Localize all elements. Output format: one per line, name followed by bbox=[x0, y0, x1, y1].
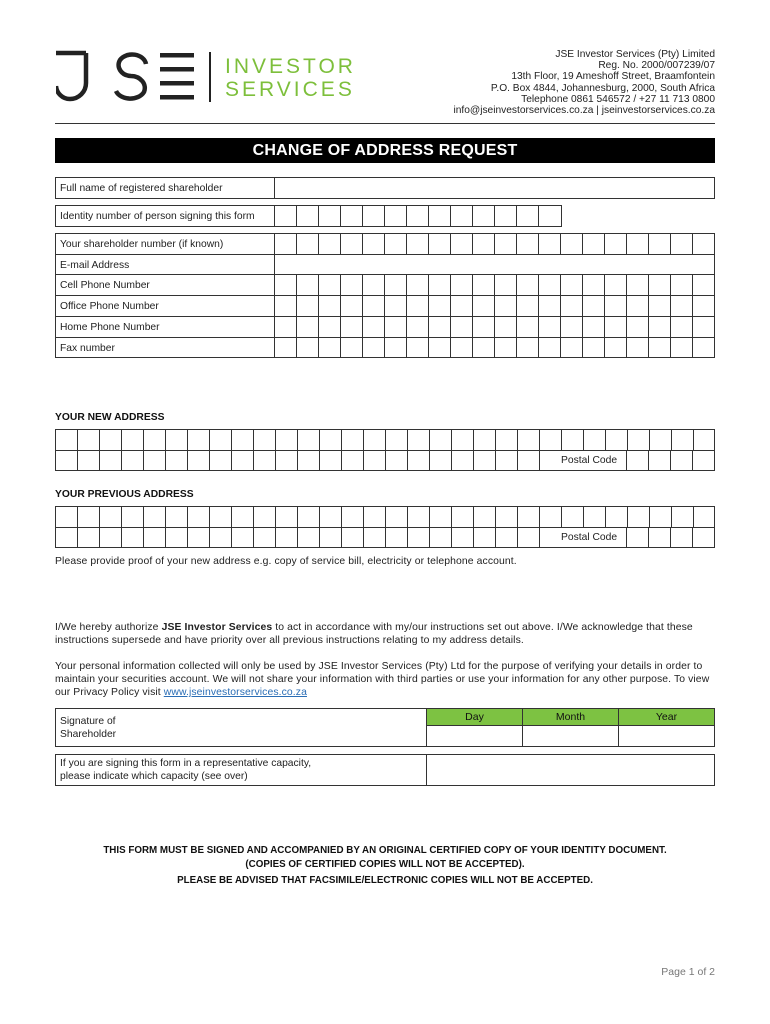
form-title: CHANGE OF ADDRESS REQUEST bbox=[55, 138, 715, 163]
authorize-suffix: to act in accordance with my/our instructions set out above. I/We acknowledge that these instructions supersede and have priority over all previous instructions relating to my address details. bbox=[55, 622, 693, 646]
full-name-label: Full name of registered shareholder bbox=[60, 183, 223, 194]
capacity-divider bbox=[426, 754, 427, 786]
new-postal-code-cells[interactable] bbox=[626, 450, 714, 471]
footer-note-1: THIS FORM MUST BE SIGNED AND ACCOMPANIED BY AN ORIGINAL CERTIFIED COPY OF YOUR IDENTITY DOCUMENT. bbox=[103, 845, 667, 856]
id-number-cells[interactable] bbox=[274, 205, 560, 227]
previous-postal-code-cells[interactable] bbox=[626, 527, 714, 548]
company-reg: Reg. No. 2000/007239/07 bbox=[598, 60, 715, 72]
previous-address-heading: YOUR PREVIOUS ADDRESS bbox=[55, 489, 194, 500]
privacy-paragraph bbox=[55, 660, 717, 699]
home-phone-label: Home Phone Number bbox=[60, 322, 160, 333]
privacy-policy-link[interactable]: www.jseinvestorservices.co.za bbox=[163, 687, 307, 698]
full-name-field[interactable] bbox=[275, 178, 714, 198]
year-field[interactable] bbox=[618, 725, 715, 747]
capacity-label-line2: please indicate which capacity (see over) bbox=[60, 771, 248, 782]
signature-label-line2: Shareholder bbox=[60, 729, 117, 740]
company-name: JSE Investor Services (Pty) Limited bbox=[555, 49, 715, 60]
month-field[interactable] bbox=[522, 725, 619, 747]
previous-address-line2-cells[interactable] bbox=[55, 527, 605, 548]
proof-note: Please provide proof of your new address e.g. copy of service bill, electricity or telephone account. bbox=[55, 556, 517, 567]
new-postal-code-label: Postal Code bbox=[561, 455, 618, 466]
home-phone-cells[interactable] bbox=[274, 317, 714, 337]
footer-note-2: (COPIES OF CERTIFIED COPIES WILL NOT BE ACCEPTED). bbox=[245, 859, 525, 870]
authorize-prefix: I/We hereby authorize bbox=[55, 622, 162, 633]
fax-label: Fax number bbox=[60, 343, 115, 354]
previous-address-line1-cells[interactable] bbox=[55, 506, 715, 527]
email-field[interactable] bbox=[276, 255, 714, 274]
office-phone-cells[interactable] bbox=[274, 296, 714, 316]
year-header: Year bbox=[618, 708, 715, 726]
authorization-paragraph bbox=[55, 621, 717, 647]
logo-word-services: SERVICES bbox=[225, 78, 355, 101]
page-number: Page 1 of 2 bbox=[661, 966, 715, 978]
logo-divider bbox=[209, 52, 211, 102]
company-contact: info@jseinvestorservices.co.za | jseinvestorservices.co.za bbox=[453, 105, 715, 117]
company-pobox: P.O. Box 4844, Johannesburg, 2000, South Africa bbox=[490, 82, 715, 94]
new-address-line2-cells[interactable] bbox=[55, 450, 605, 471]
jse-investor-services-logo bbox=[56, 50, 356, 106]
new-address-heading: YOUR NEW ADDRESS bbox=[55, 412, 165, 423]
day-field[interactable] bbox=[426, 725, 523, 747]
fax-cells[interactable] bbox=[274, 338, 714, 358]
company-telephone: Telephone 0861 546572 / +27 11 713 0800 bbox=[521, 93, 715, 105]
privacy-text: Your personal information collected will only be used by JSE Investor Services (Pty) Ltd for the purpose of verifying your details in order to maintain your securities account. We will not share your information with third parties or use your information for any other purpose. To view our Privacy Policy visit bbox=[55, 661, 710, 698]
signature-label-box bbox=[55, 708, 427, 747]
shareholder-number-cells[interactable] bbox=[274, 233, 714, 254]
header-rule bbox=[55, 123, 715, 124]
previous-postal-code-label: Postal Code bbox=[561, 532, 618, 543]
shareholder-number-label: Your shareholder number (if known) bbox=[60, 239, 224, 250]
footer-note-3: PLEASE BE ADVISED THAT FACSIMILE/ELECTRONIC COPIES WILL NOT BE ACCEPTED. bbox=[177, 875, 593, 886]
new-address-line1-cells[interactable] bbox=[55, 429, 715, 450]
office-phone-label: Office Phone Number bbox=[60, 301, 159, 312]
company-street: 13th Floor, 19 Ameshoff Street, Braamfontein bbox=[511, 71, 715, 83]
cell-phone-cells[interactable] bbox=[274, 275, 714, 295]
capacity-field[interactable] bbox=[428, 755, 714, 785]
authorize-company: JSE Investor Services bbox=[161, 622, 273, 633]
signature-label-line1: Signature of bbox=[60, 716, 116, 727]
capacity-label-line1: If you are signing this form in a representative capacity, bbox=[60, 758, 312, 769]
email-label: E-mail Address bbox=[60, 260, 130, 271]
id-number-label: Identity number of person signing this form bbox=[60, 211, 255, 222]
company-details bbox=[375, 49, 715, 116]
cell-phone-label: Cell Phone Number bbox=[60, 280, 150, 291]
month-header: Month bbox=[522, 708, 619, 726]
logo-word-investor: INVESTOR bbox=[225, 55, 356, 78]
jse-logo-mark bbox=[56, 50, 206, 106]
day-header: Day bbox=[426, 708, 523, 726]
